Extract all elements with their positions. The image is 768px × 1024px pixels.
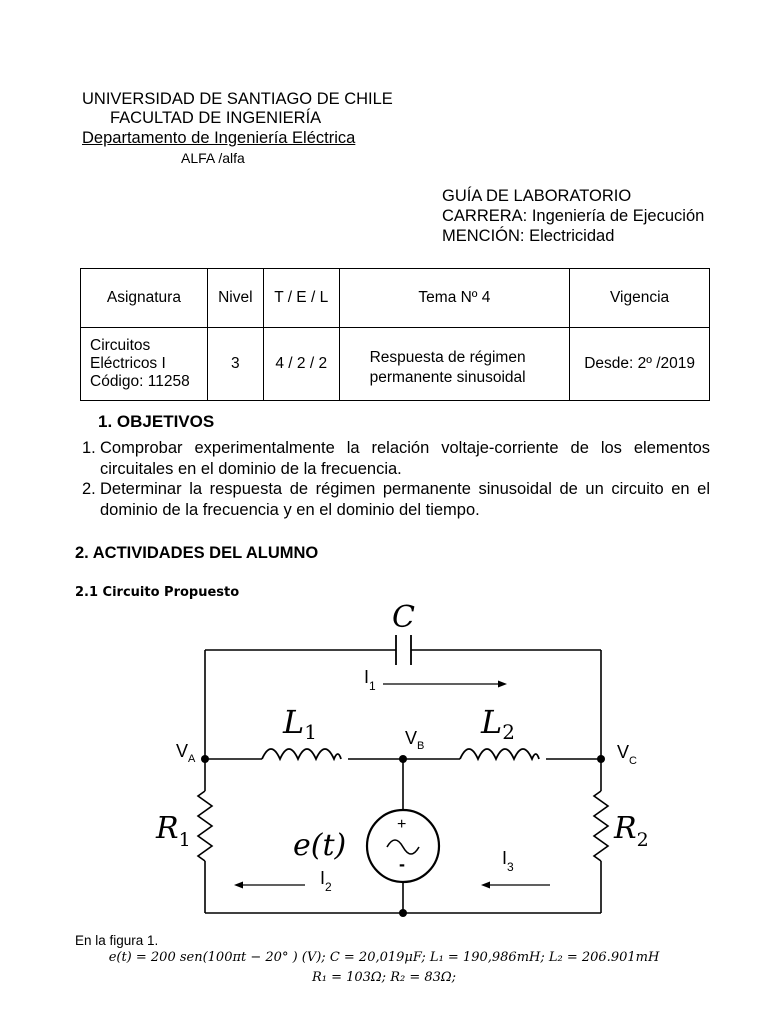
- header-level: Nivel: [207, 269, 263, 328]
- circuit-subheading: 2.1 Circuito Propuesto: [75, 585, 240, 600]
- equation-resistances: R₁ = 103Ω; R₂ = 83Ω;: [311, 970, 457, 985]
- node-c-label: $V_C$: [617, 742, 637, 767]
- figure-caption: En la figura 1.: [75, 933, 159, 948]
- faculty-name: FACULTAD DE INGENIERÍA: [110, 109, 322, 127]
- header-tel: T / E / L: [263, 269, 339, 328]
- mention-line: MENCIÓN: Electricidad: [442, 227, 615, 245]
- cell-subject: Circuitos Eléctricos I Código: 11258: [81, 328, 208, 401]
- circuit-diagram: [0, 595, 768, 930]
- cell-tel: 4 / 2 / 2: [263, 328, 339, 401]
- table-header-row: [81, 269, 710, 328]
- objective-item: 1. Comprobar experimentalmente la relación voltaje-corriente de los elementos circuitales en el dominio de la frecuencia.: [82, 439, 710, 478]
- course-info-table: [80, 268, 710, 401]
- resistor1-label: $R_1$: [156, 811, 191, 851]
- cell-topic: Respuesta de régimen permanente sinusoidal: [339, 328, 570, 401]
- node-b-label: $V_B$: [405, 728, 425, 752]
- resistor2-label: $R_2$: [614, 811, 649, 851]
- node-a-label: $V_A$: [176, 741, 196, 765]
- activities-heading: 2. ACTIVIDADES DEL ALUMNO: [75, 544, 319, 562]
- header-subject: Asignatura: [81, 269, 208, 328]
- table-row: [81, 328, 710, 401]
- current3-label: $I_3$: [502, 848, 514, 874]
- equation-parameters: e(t) = 200 sen(100πt − 20° ) (V); C = 20,019μF; L₁ = 190,986mH; L₂ = 206.901mH: [108, 950, 660, 965]
- header-topic: Tema Nº 4: [339, 269, 570, 328]
- career-line: CARRERA: Ingeniería de Ejecución: [442, 207, 705, 225]
- current2-label: $I_2$: [320, 868, 332, 894]
- source-plus-sign: +: [397, 816, 407, 833]
- objectives-heading: 1. OBJETIVOS: [98, 412, 215, 431]
- department-name: Departamento de Ingeniería Eléctrica: [82, 129, 356, 147]
- objective-item: 2. Determinar la respuesta de régimen permanente sinusoidal de un circuito en el dominio de la frecuencia y en el dominio del tiempo.: [82, 480, 710, 519]
- header-validity: Vigencia: [570, 269, 710, 328]
- cell-level: 3: [207, 328, 263, 401]
- inductor2-label: L2: [481, 703, 515, 744]
- current1-label: $I_1$: [364, 667, 376, 693]
- guide-title: GUÍA DE LABORATORIO: [442, 187, 632, 205]
- source-minus-sign: -: [399, 854, 405, 874]
- document-code: ALFA /alfa: [181, 150, 245, 166]
- capacitor-label: C: [392, 600, 415, 635]
- inductor1-label: L1: [283, 703, 317, 744]
- source-label: e(t): [293, 828, 347, 863]
- cell-validity: Desde: 2º /2019: [570, 328, 710, 401]
- university-name: UNIVERSIDAD DE SANTIAGO DE CHILE: [82, 90, 393, 108]
